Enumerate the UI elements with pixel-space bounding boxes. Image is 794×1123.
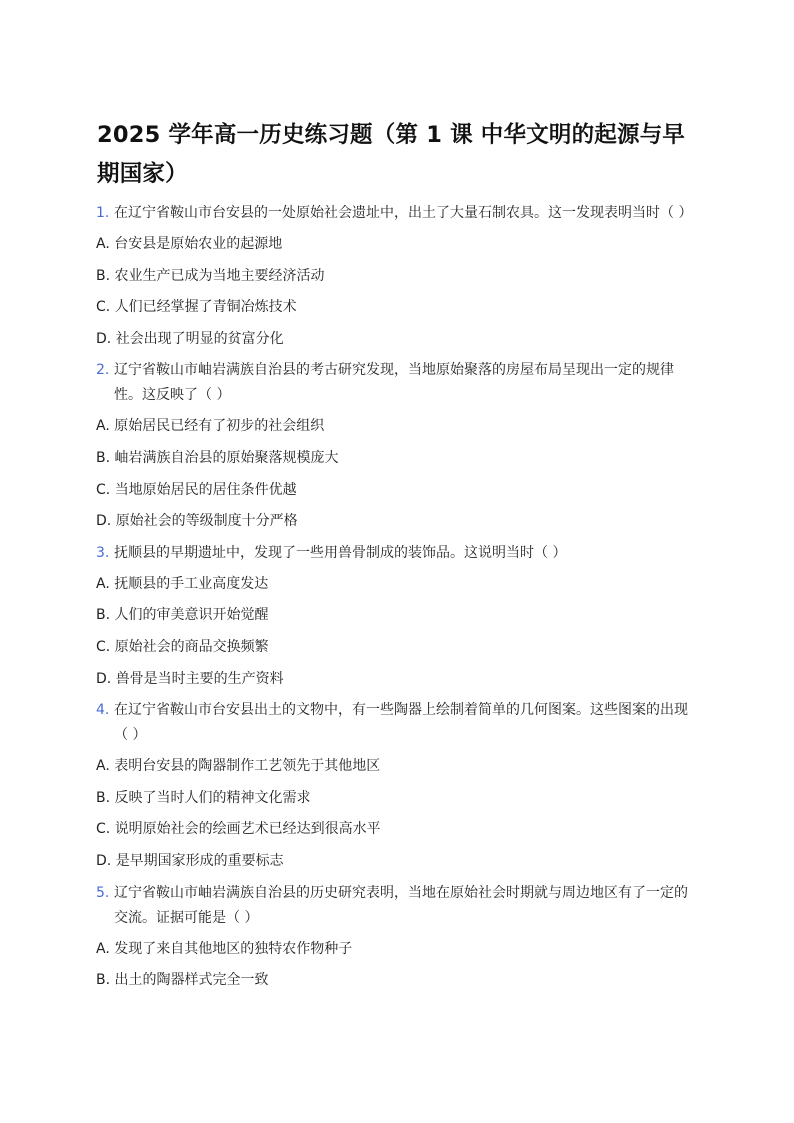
answer-option <box>96 295 696 320</box>
option-text: 人们已经掌握了青铜冶炼技术 <box>114 299 297 316</box>
question-stem <box>96 698 696 748</box>
option-letter: A. <box>96 940 110 957</box>
answer-option <box>96 635 696 660</box>
question-number: 4. <box>96 702 110 719</box>
option-text: 出土的陶器样式完全一致 <box>114 972 269 989</box>
option-text: 社会出现了明显的贫富分化 <box>115 330 284 347</box>
answer-option <box>96 264 696 289</box>
answer-option <box>96 478 696 503</box>
question-text: 辽宁省鞍山市岫岩满族自治县的历史研究表明，当地在原始社会时期就与周边地区有了一定的交流。证据可能是（ ） <box>114 884 688 926</box>
question-number: 5. <box>96 884 110 901</box>
option-letter: A. <box>96 575 110 592</box>
option-letter: B. <box>96 267 111 284</box>
option-text: 农业生产已成为当地主要经济活动 <box>114 267 325 284</box>
answer-option <box>96 754 696 779</box>
option-text: 表明台安县的陶器制作工艺领先于其他地区 <box>114 758 381 775</box>
question-stem <box>96 541 696 566</box>
option-letter: C. <box>96 481 111 498</box>
option-letter: C. <box>96 299 111 316</box>
option-letter: B. <box>96 972 111 989</box>
option-text: 发现了来自其他地区的独特农作物种子 <box>114 940 353 957</box>
option-letter: D. <box>96 670 112 687</box>
option-text: 原始社会的等级制度十分严格 <box>115 513 298 530</box>
option-text: 兽骨是当时主要的生产资料 <box>115 670 284 687</box>
question-number: 3. <box>96 544 110 561</box>
option-text: 说明原始社会的绘画艺术已经达到很高水平 <box>114 821 381 838</box>
answer-option <box>96 572 696 597</box>
answer-option <box>96 849 696 874</box>
option-letter: C. <box>96 821 111 838</box>
question-stem <box>96 881 696 931</box>
option-text: 当地原始居民的居住条件优越 <box>114 481 297 498</box>
option-letter: D. <box>96 852 112 869</box>
option-text: 台安县是原始农业的起源地 <box>114 236 283 252</box>
answer-option <box>96 786 696 811</box>
option-text: 原始居民已经有了初步的社会组织 <box>114 418 325 435</box>
option-letter: D. <box>96 330 112 347</box>
option-letter: D. <box>96 513 112 530</box>
answer-option <box>96 667 696 692</box>
answer-option <box>96 509 696 534</box>
option-letter: A. <box>96 758 110 775</box>
option-letter: A. <box>96 236 110 252</box>
option-letter: C. <box>96 638 111 655</box>
option-letter: A. <box>96 418 110 435</box>
answer-option <box>96 232 696 257</box>
question-text: 在辽宁省鞍山市台安县出土的文物中，有一些陶器上绘制着简单的几何图案。这些图案的出现（ ） <box>114 702 688 744</box>
answer-option <box>96 603 696 628</box>
option-text: 人们的审美意识开始觉醒 <box>114 607 269 624</box>
option-text: 反映了当时人们的精神文化需求 <box>114 789 311 806</box>
question-number: 2. <box>96 362 110 379</box>
question-stem <box>96 201 696 226</box>
question-number: 1. <box>96 205 110 221</box>
option-letter: B. <box>96 607 111 624</box>
question-stem <box>96 358 696 408</box>
option-letter: B. <box>96 449 111 466</box>
option-text: 是早期国家形成的重要标志 <box>115 852 284 869</box>
answer-option <box>96 968 696 993</box>
page-title: 2025 学年高一历史练习题（第 1 课 中华文明的起源与早期国家） <box>97 122 686 187</box>
answer-option <box>96 414 696 439</box>
answer-option <box>96 327 696 352</box>
question-text: 辽宁省鞍山市岫岩满族自治县的考古研究发现，当地原始聚落的房屋布局呈现出一定的规律性。这反映了（ ） <box>114 362 674 404</box>
question-text: 在辽宁省鞍山市台安县的一处原始社会遗址中，出土了大量石制农具。这一发现表明当时（ ） <box>114 205 693 221</box>
question-list <box>96 201 696 1000</box>
option-letter: B. <box>96 789 111 806</box>
question-text: 抚顺县的早期遗址中，发现了一些用兽骨制成的装饰品。这说明当时（ ） <box>114 544 567 561</box>
answer-option <box>96 817 696 842</box>
answer-option <box>96 446 696 471</box>
answer-option <box>96 937 696 962</box>
option-text: 岫岩满族自治县的原始聚落规模庞大 <box>114 449 339 466</box>
option-text: 抚顺县的手工业高度发达 <box>114 575 269 592</box>
option-text: 原始社会的商品交换频繁 <box>114 638 269 655</box>
